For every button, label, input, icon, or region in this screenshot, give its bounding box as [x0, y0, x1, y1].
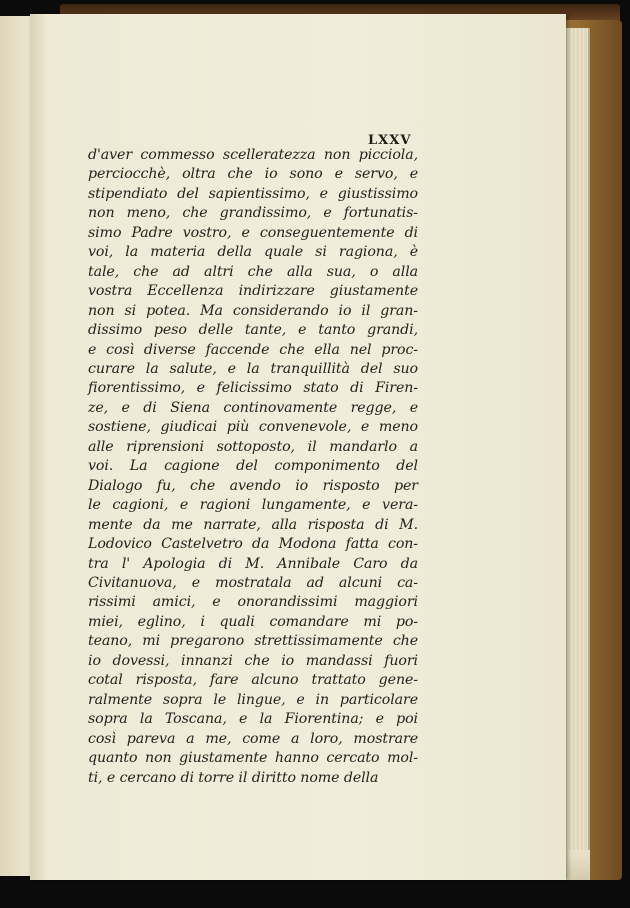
text-line: mente da me narrate, alla risposta di M.: [88, 516, 418, 533]
text-line: voi. La cagione del componimento del: [88, 458, 418, 475]
text-line: tra l' Apologia di M. Annibale Caro da: [88, 555, 418, 572]
text-line: alle riprensioni sottoposto, il mandarlo a: [88, 438, 418, 455]
text-line: tale, che ad altri che alla sua, o alla: [88, 263, 418, 280]
text-line: curare la salute, e la tranquillità del suo: [88, 360, 418, 377]
text-line: le cagioni, e ragioni lungamente, e vera-: [88, 497, 418, 514]
text-line: così pareva a me, come a loro, mostrare: [88, 730, 418, 747]
text-line: simo Padre vostro, e conseguentemente di: [88, 224, 418, 241]
text-line: cotal risposta, fare alcuno trattato gene-: [88, 672, 418, 689]
text-line: Lodovico Castelvetro da Modona fatta con-: [88, 536, 418, 553]
text-line: ti, e cercano di torre il diritto nome della: [88, 769, 379, 786]
text-line: non meno, che grandissimo, e fortunatis-: [88, 205, 418, 222]
text-line: sostiene, giudicai più convenevole, e meno: [88, 419, 418, 436]
text-line: d'aver commesso scelleratezza non picciola,: [88, 147, 418, 163]
text-line: non si potea. Ma considerando io il gran-: [88, 302, 418, 319]
text-line: teano, mi pregarono strettissimamente che: [88, 633, 418, 650]
text-line: Civitanuova, e mostratala ad alcuni ca-: [88, 574, 418, 591]
text-line: dissimo peso delle tante, e tanto grandi,: [88, 322, 418, 339]
text-line: vostra Eccellenza indirizzare giustamente: [88, 283, 418, 300]
text-line: Dialogo fu, che avendo io risposto per: [88, 477, 418, 494]
text-line: voi, la materia della quale si ragiona, è: [88, 244, 418, 261]
text-line: rissimi amici, e onorandissimi maggiori: [88, 594, 418, 611]
body-text: [88, 146, 418, 788]
text-line: quanto non giustamente hanno cercato mol-: [88, 750, 418, 767]
text-line: miei, eglino, i quali comandare mi po-: [88, 613, 418, 630]
text-line: stipendiato del sapientissimo, e giustissimo: [88, 185, 418, 202]
text-line: io dovessi, innanzi che io mandassi fuori: [88, 652, 418, 669]
text-line: sopra la Toscana, e la Fiorentina; e poi: [88, 711, 418, 728]
text-line: ze, e di Siena continovamente regge, e: [88, 399, 418, 416]
text-line: perciocchè, oltra che io sono e servo, e: [88, 166, 418, 183]
text-line: fiorentissimo, e felicissimo stato di Firen-: [88, 380, 418, 397]
page-number: LXXV: [368, 133, 412, 148]
text-line: ralmente sopra le lingue, e in particolare: [88, 691, 418, 708]
text-line: e così diverse faccende che ella nel proc-: [88, 341, 418, 358]
